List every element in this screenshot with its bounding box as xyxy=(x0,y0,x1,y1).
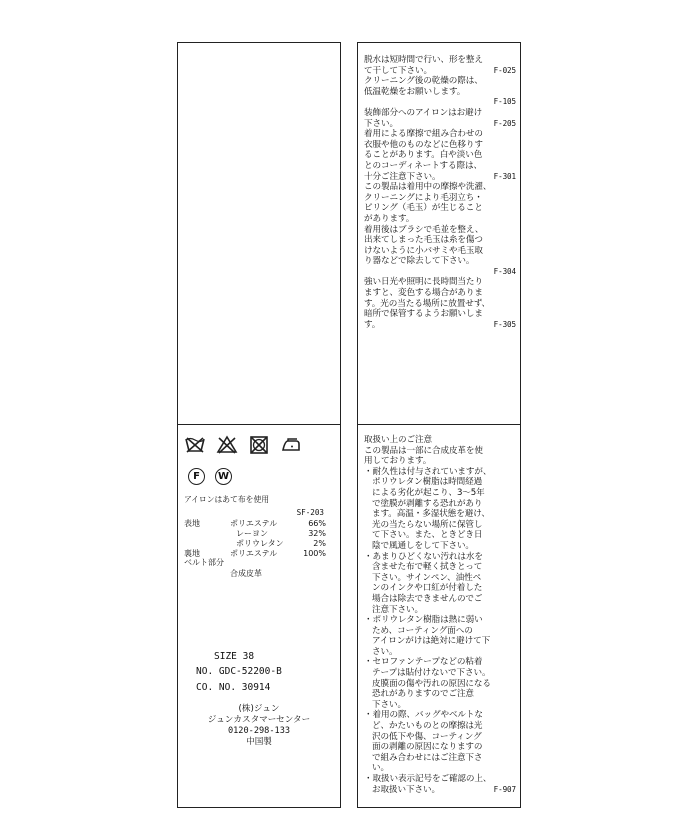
text-line-content: 装飾部分へのアイロンはお避け xyxy=(364,107,483,118)
text-line xyxy=(364,583,516,594)
text-line xyxy=(364,66,516,77)
text-line xyxy=(364,435,516,446)
text-line xyxy=(364,119,516,130)
product-number: NO. GDC-52200-B xyxy=(196,666,282,677)
text-line-content: ・着用の際、バッグやベルトな xyxy=(364,710,483,721)
text-line-content: さい。 xyxy=(372,646,398,657)
text-line-content: 十分ご注意下さい。 xyxy=(364,171,441,182)
text-line xyxy=(364,573,516,584)
text-line-content: ・耐久性は付与されていますが、 xyxy=(364,466,492,477)
lining-percent: 100% xyxy=(303,549,326,558)
text-line xyxy=(364,626,516,637)
outer-material-1: ポリエステル xyxy=(230,519,278,528)
text-line xyxy=(364,562,516,573)
text-line-content: ・取扱い表示記号をご確認の上、 xyxy=(364,774,492,784)
text-line xyxy=(364,97,516,108)
phone-number: 0120-298-133 xyxy=(227,726,291,736)
text-line-content: この製品は着用中の摩擦や洗濯、 xyxy=(364,182,492,193)
text-line-content: ・ポリウレタン樹脂は熱に弱い xyxy=(364,615,483,626)
text-line xyxy=(364,150,516,161)
care-instructions-bottom xyxy=(364,435,516,795)
text-line-content: 沢の低下や傷、コーティング xyxy=(372,731,482,742)
text-line xyxy=(364,509,516,520)
text-line-content: で塗膜が剥離する恐れがあり xyxy=(372,498,483,509)
text-line xyxy=(364,668,516,679)
text-line-content: て下さい。また、ときどき日 xyxy=(372,530,483,541)
text-line-content: テープは貼付けないで下さい。 xyxy=(372,668,491,679)
care-instructions-top xyxy=(364,55,516,330)
text-line xyxy=(364,309,516,320)
text-line-content: 注意下さい。 xyxy=(372,604,423,615)
text-line-content: クリーニングにより毛羽立ち・ xyxy=(364,192,483,203)
text-line-content: 恐れがありますのでご注意 xyxy=(372,689,474,700)
no-tumble-dry-icon xyxy=(248,435,270,455)
text-line-content: 下さい。サインペン、油性ペ xyxy=(372,572,482,583)
text-line-content: による劣化が起こり、3～5年 xyxy=(372,487,485,498)
text-line-content: 低温乾燥をお願いします。 xyxy=(364,86,466,97)
text-line xyxy=(364,108,516,119)
text-line xyxy=(364,594,516,605)
left-divider xyxy=(178,424,340,425)
text-line xyxy=(364,647,516,658)
text-line xyxy=(364,615,516,626)
text-line xyxy=(364,55,516,66)
no-wash-icon xyxy=(184,435,206,455)
text-line-content: があります。 xyxy=(364,213,415,224)
text-line xyxy=(364,235,516,246)
dry-clean-f-icon: F xyxy=(188,468,205,485)
text-line-content: とのコーディネートする際は、 xyxy=(364,160,482,171)
right-divider xyxy=(358,424,520,425)
text-line xyxy=(364,225,516,236)
text-line xyxy=(364,657,516,668)
text-line-content: い。 xyxy=(372,763,389,774)
text-line xyxy=(364,446,516,457)
text-line xyxy=(364,477,516,488)
text-line-content: 着用による摩擦で組み合わせの xyxy=(364,129,483,140)
text-line-content: アイロンがけは絶対に避けて下 xyxy=(372,636,491,647)
text-line-content: けないように小バサミや毛玉取 xyxy=(364,245,483,256)
text-line xyxy=(364,541,516,552)
professional-care-row xyxy=(188,468,232,485)
text-line-content: ど、かたいものとの摩擦は光 xyxy=(372,721,483,732)
outer-material-3: ポリウレタン xyxy=(236,539,284,548)
instruction-code: F-025 xyxy=(493,65,516,75)
text-line-content: ため、コーティング面への xyxy=(372,625,473,636)
text-line-content: 用しております。 xyxy=(364,456,432,467)
text-line xyxy=(364,499,516,510)
right-label-panel xyxy=(357,42,521,808)
belt-label: ベルト部分 xyxy=(184,558,224,567)
text-line xyxy=(364,246,516,257)
color-number: CO. NO. 30914 xyxy=(196,682,271,693)
instruction-code: F-105 xyxy=(493,97,516,107)
text-line xyxy=(364,182,516,193)
belt-material: 合成皮革 xyxy=(230,569,262,578)
text-line-content: 光の当たらない場所に保管し xyxy=(372,519,483,530)
text-line xyxy=(364,520,516,531)
country-of-origin: 中国製 xyxy=(246,737,272,747)
text-line-content: ますと、変色する場合がありま xyxy=(364,288,483,299)
text-line xyxy=(364,256,516,267)
text-line-content: 強い日光や照明に長時間当たり xyxy=(364,277,483,288)
text-line-content: て干して下さい。 xyxy=(364,65,432,76)
text-line xyxy=(364,467,516,478)
instruction-code: F-301 xyxy=(493,171,516,181)
no-bleach-icon xyxy=(216,435,238,455)
text-line-content: す。 xyxy=(364,319,381,330)
text-line-content: 取扱い上のご注意 xyxy=(364,435,432,445)
text-line xyxy=(364,488,516,499)
lining-label: 裏地 xyxy=(184,549,200,558)
text-line-content: 陰で風通しをして下さい。 xyxy=(372,540,474,551)
text-line xyxy=(364,785,516,796)
text-line-content: 皮膜面の傷や汚れの原因になる xyxy=(372,678,491,689)
text-line xyxy=(364,214,516,225)
text-line-content: ます。高温・多湿状態を避け、 xyxy=(372,509,490,520)
instruction-code: F-304 xyxy=(493,266,516,276)
instruction-code: F-305 xyxy=(493,319,516,329)
iron-note: アイロンはあて布を使用 xyxy=(184,495,270,504)
text-line-content: ・あまりひどくない汚れは水を xyxy=(364,551,483,562)
text-line-content: 含ませた布で軽く拭きとって xyxy=(372,562,483,573)
text-line xyxy=(364,277,516,288)
text-line xyxy=(364,763,516,774)
iron-code: SF-203 xyxy=(296,508,324,517)
text-line-content: 場合は除去できませんのでご xyxy=(372,593,483,604)
text-line-content: 脱水は短時間で行い、形を整え xyxy=(364,55,483,65)
text-line-content: り器などで除去して下さい。 xyxy=(364,256,475,267)
instruction-code: F-907 xyxy=(493,784,516,794)
outer-percent-1: 66% xyxy=(308,519,326,528)
text-line xyxy=(364,721,516,732)
text-line xyxy=(364,710,516,721)
text-line-content: ピリング（毛玉）が生じること xyxy=(364,203,483,214)
text-line xyxy=(364,129,516,140)
text-line-content: 衣服や他のものなどに色移りす xyxy=(364,139,483,150)
text-line-content: 下さい。 xyxy=(372,699,406,710)
text-line xyxy=(364,193,516,204)
text-line xyxy=(364,636,516,647)
text-line xyxy=(364,689,516,700)
company-name: (株)ジュン xyxy=(238,704,280,714)
text-line xyxy=(364,774,516,785)
text-line xyxy=(364,732,516,743)
outer-percent-3: 2% xyxy=(313,539,326,548)
text-line xyxy=(364,203,516,214)
instruction-code: F-205 xyxy=(493,118,516,128)
text-line-content: この製品は一部に合成皮革を使 xyxy=(364,445,483,456)
text-line xyxy=(364,288,516,299)
text-line xyxy=(364,299,516,310)
text-line-content: クリーニング後の乾燥の際は、 xyxy=(364,76,483,87)
text-line xyxy=(364,679,516,690)
text-line xyxy=(364,320,516,331)
text-line xyxy=(364,742,516,753)
text-line xyxy=(364,700,516,711)
text-line-content: ポリウレタン樹脂は時間経過 xyxy=(372,477,483,488)
outer-percent-2: 32% xyxy=(308,529,326,538)
lining-material: ポリエステル xyxy=(230,549,278,558)
text-line xyxy=(364,605,516,616)
text-line xyxy=(364,87,516,98)
iron-low-icon xyxy=(280,435,302,455)
text-line-content: 面の剥離の原因になりますの xyxy=(372,742,483,753)
outer-material-2: レーヨン xyxy=(236,529,268,538)
text-line xyxy=(364,530,516,541)
outer-label: 表地 xyxy=(184,519,200,528)
text-line xyxy=(364,267,516,278)
text-line-content: ・セロファンテープなどの粘着 xyxy=(364,657,483,668)
text-line-content: お取扱い下さい。 xyxy=(372,784,440,795)
text-line-content: 出来てしまった毛玉は糸を傷つ xyxy=(364,235,483,246)
text-line-content: 着用後はブラシで毛並を整え、 xyxy=(364,224,484,235)
text-line xyxy=(364,140,516,151)
text-line xyxy=(364,753,516,764)
text-line-content: ンのインクや口紅が付着した xyxy=(372,583,483,594)
customer-center: ジュンカスタマーセンター xyxy=(207,715,311,725)
text-line xyxy=(364,76,516,87)
text-line-content: す。光の当たる場所に放置せず、 xyxy=(364,298,491,309)
text-line xyxy=(364,456,516,467)
text-line xyxy=(364,552,516,563)
text-line xyxy=(364,161,516,172)
care-symbols-row xyxy=(184,435,302,455)
text-line-content: で組み合わせにはご注意下さ xyxy=(372,752,483,763)
text-line xyxy=(364,172,516,183)
size-label: SIZE 38 xyxy=(214,651,255,662)
text-line-content: 下さい。 xyxy=(364,118,398,129)
wet-clean-w-icon: W xyxy=(215,468,232,485)
text-line-content: 暗所で保管するようお願いしま xyxy=(364,309,483,320)
text-line-content: ることがあります。白や淡い色 xyxy=(364,150,483,161)
left-label-panel xyxy=(177,42,341,808)
